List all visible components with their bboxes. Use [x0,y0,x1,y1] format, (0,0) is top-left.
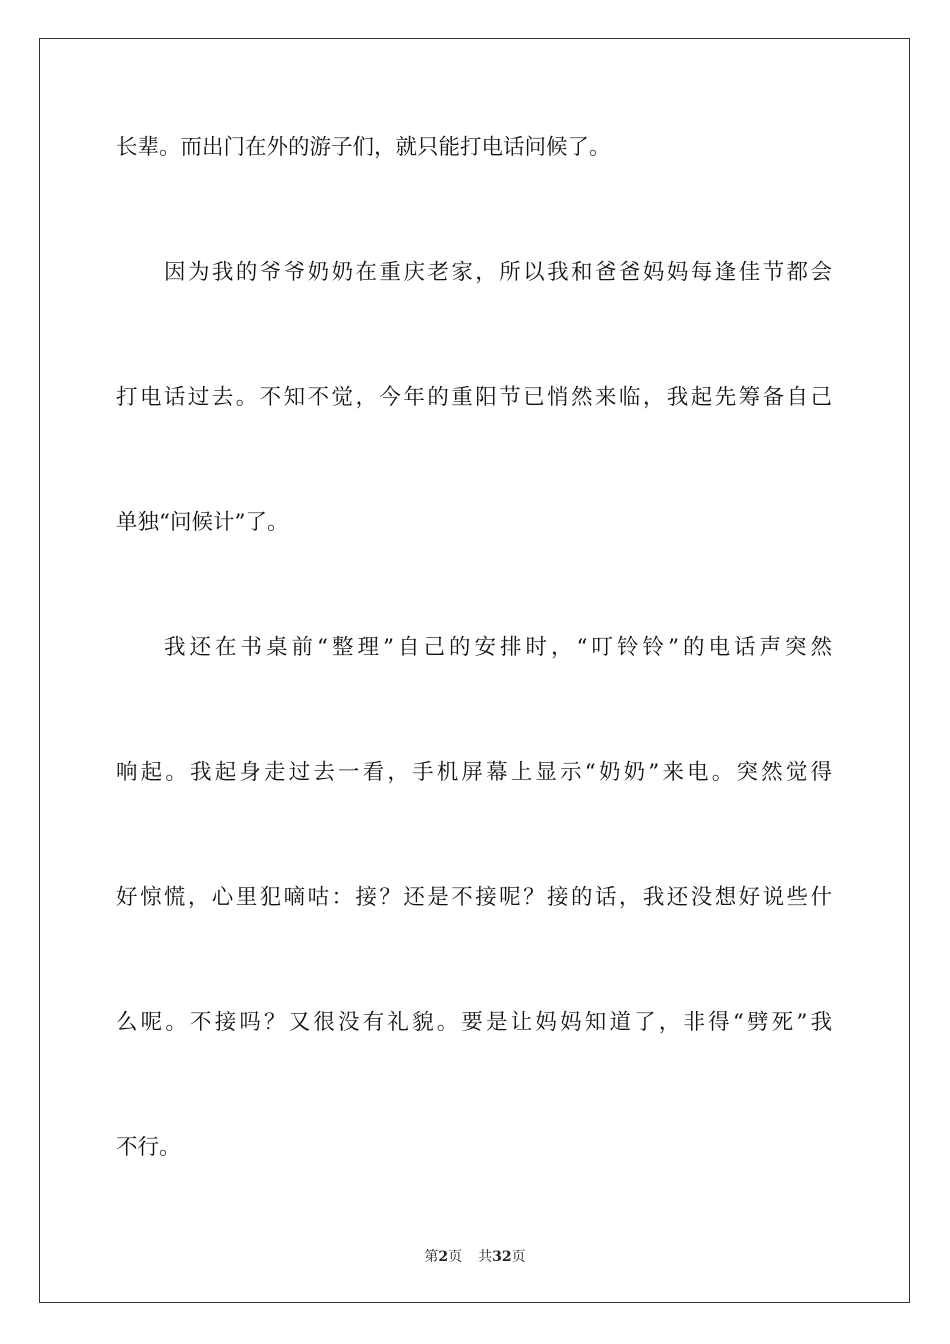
total-suffix: 页 [511,1249,526,1265]
page-footer [0,1247,950,1267]
paragraph-first-line: 因为我的爷爷奶奶在重庆老家，所以我和爸爸妈妈每逢佳节都会 [164,260,832,285]
body-text-line: 么呢。不接吗？又很没有礼貌。要是让妈妈知道了，非得“劈死”我 [116,1010,832,1035]
page-suffix: 页 [448,1249,463,1265]
body-text-line: 单独“问候计”了。 [116,510,289,535]
body-text-line: 不行。 [116,1135,181,1160]
page-border [39,38,910,1303]
page-prefix: 第 [424,1249,439,1265]
paragraph-first-line: 我还在书桌前“整理”自己的安排时，“叮铃铃”的电话声突然 [164,635,832,660]
total-pages: 32 [492,1249,512,1265]
total-prefix: 共 [478,1249,493,1265]
page-number: 2 [438,1249,449,1265]
body-text-line: 响起。我起身走过去一看，手机屏幕上显示“奶奶”来电。突然觉得 [116,760,832,785]
body-text-line: 打电话过去。不知不觉，今年的重阳节已悄然来临，我起先筹备自己 [116,385,832,410]
body-text-line: 长辈。而出门在外的游子们，就只能打电话问候了。 [116,135,611,160]
body-text-line: 好惊慌，心里犯嘀咕：接？还是不接呢？接的话，我还没想好说些什 [116,885,832,910]
